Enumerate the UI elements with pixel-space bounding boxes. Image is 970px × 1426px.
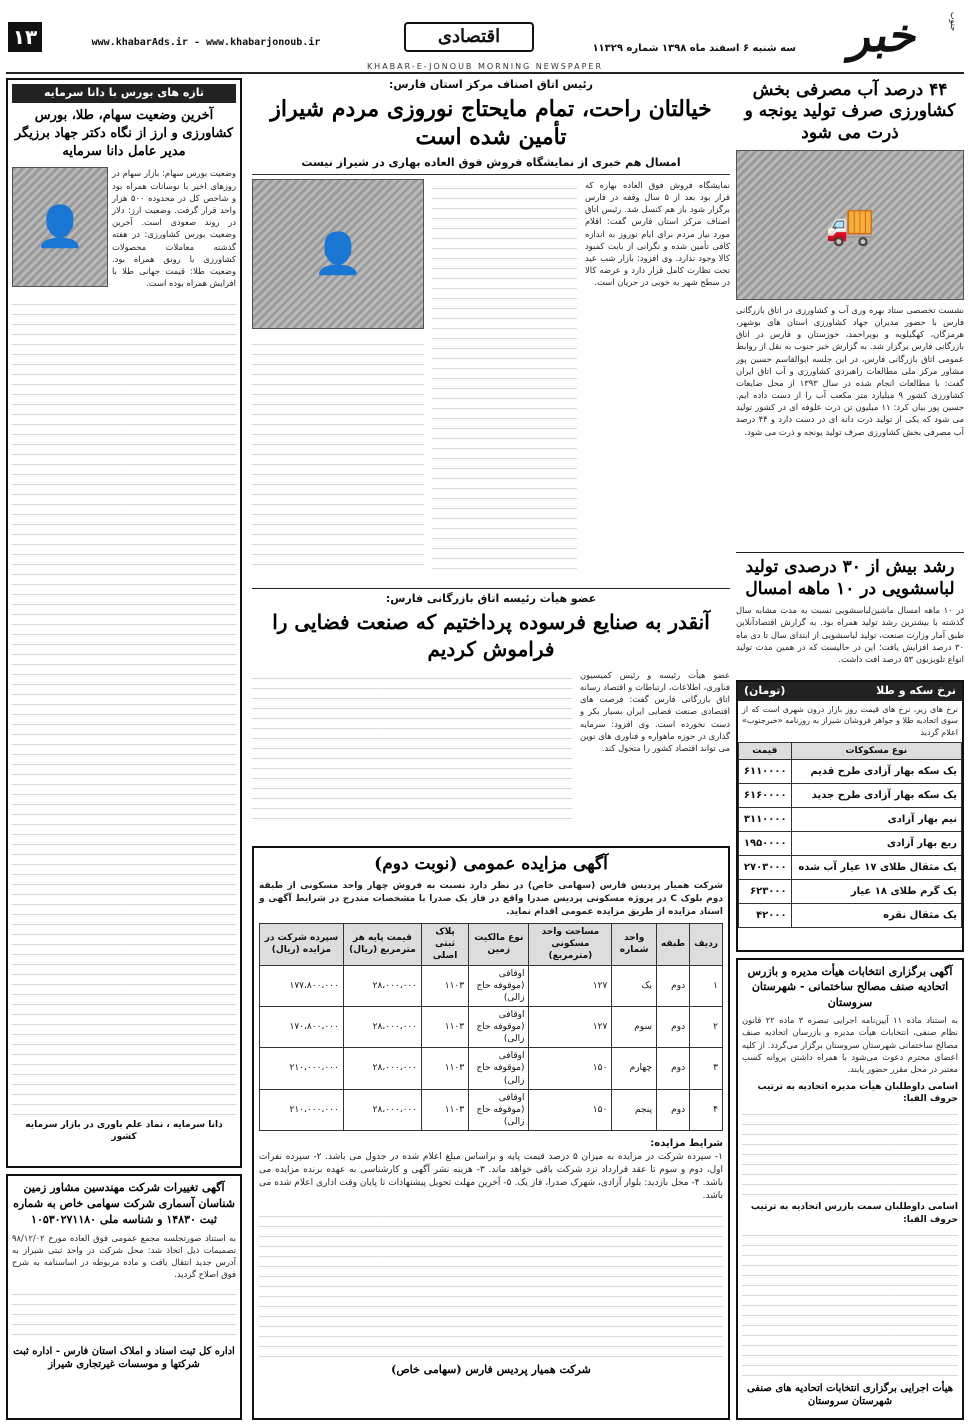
article-space-headline: آنقدر به صنایع فرسوده پرداختیم که صنعت فضایی را فراموش کردیم xyxy=(272,609,710,661)
election-details-lines xyxy=(742,1226,958,1376)
article-khayyat xyxy=(252,78,730,584)
section-title: اقتصادی xyxy=(404,22,534,52)
issue-date: سه شنبه ۶ اسفند ماه ۱۳۹۸ شماره ۱۱۳۲۹ xyxy=(592,43,796,54)
table-row: یک گرم طلای ۱۸ عیار ۶۲۳۰۰۰ xyxy=(739,879,962,903)
auction-table: ردیف طبقه واحد شماره مساحت واحد مسکونی (مترمربع) نوع مالکیت زمین پلاک ثبتی اصلی قیمت پایه هر مترمربع (ریال) سپرده شرکت در مزایده (ریال) ۱ دوم یک ۱۲۷ اوقافی (موقوفه حاج زالی) ۱۱۰۳ ۲۸،۰۰۰،۰۰۰ ۱۷۷،۸۰۰،۰۰۰ ۲ دوم سوم ۱۲۷ اوقافی (موقوفه حاج زالی) ۱۱۰۳ ۲۸،۰۰۰،۰۰۰ ۱۷۰،۸۰۰،۰۰۰ ۳ دوم چهارم ۱۵۰ اوقافی (موقوفه حاج زالی) ۱۱۰۳ ۲۸،۰۰۰،۰۰۰ ۲۱۰،۰۰۰،۰۰۰ ۴ دوم پنجم ۱۵۰ اوقافی (موقوفه حاج زالی) ۱۱۰۳ ۲۸،۰۰۰،۰۰۰ ۲۱۰،۰۰۰،۰۰۰ xyxy=(259,923,723,1131)
article-water-body: نشست تخصصی ستاد بهره وری آب و کشاورزی در اتاق بازرگانی فارس با حضور مدیران جهاد کشاورزی استان های بوشهر، هرمزگان، کهگیلویه و بویراحمد، خوزستان و فارس در اتاق بازرگانی فارس برگزار شد. به گزارش خبر جنوب به نقل از روابط عمومی اتاق بازرگانی فارس، در این جلسه ابوالقاسم حسین پور مشاور مرکز ملی مطالعات راهبردی کشاورزی و آب اتاق ایران گفت: با مطالعات انجام شده در سال ۱۳۹۳ از محل ضایعات کشاورزی کشور ۹ میلیارد متر مکعب آب را از دست داده ایم. حسین پور بیان کرد: ۱۱ میلیون تن ذرت علوفه ای در کشور تولید می شود که یکی از تولید ذرت دانه ای در دست دارد و ۴۴ درصد آب مصرفی بخش کشاورزی صرف تولید یونجه و ذرت می شود. xyxy=(736,304,964,437)
bourse-text-lines xyxy=(12,295,236,1115)
auction-signature: شرکت همیار پردیس فارس (سهامی خاص) xyxy=(391,1362,591,1376)
election-notice xyxy=(736,958,964,1420)
table-row: ۱ دوم یک ۱۲۷ اوقافی (موقوفه حاج زالی) ۱۱۰۳ ۲۸،۰۰۰،۰۰۰ ۱۷۷،۸۰۰،۰۰۰ xyxy=(260,965,723,1006)
photo-guild-head xyxy=(252,179,424,329)
price-box-title: نرخ سکه و طلا xyxy=(876,684,956,697)
bourse-column xyxy=(6,78,242,1168)
price-col-price: قیمت xyxy=(739,742,792,759)
article-khayyat-headline: خیالتان راحت، تمام مایحتاج نوروزی مردم شیراز تأمین شده است xyxy=(270,95,712,151)
photo-ceo xyxy=(12,167,108,287)
bourse-body: وضعیت بورس سهام: بازار سهام در روزهای اخیر با نوسانات همراه بود و شاخص کل در محدوده ۵۰۰ هزار واحد قرار گرفت. وضعیت ارز: دلار در روند صعودی است. آخرین وضعیت بورس کشاورزی: در هفته گذشته معاملات محصولات کشاورزی با رونق همراه بود. وضعیت طلا: قیمت جهانی طلا با افزایش همراه بوده است. xyxy=(112,168,236,289)
table-row: یک مثقال نقره ۴۲۰۰۰ xyxy=(739,903,962,927)
gold-price-box xyxy=(736,680,964,952)
article-space-text-lines xyxy=(252,669,572,819)
article-khayyat-text-lines xyxy=(432,179,577,569)
auction-intro: شرکت همیار پردیس فارس (سهامی خاص) در نظر دارد نسبت به فروش چهار واحد مسکونی از طبقه دوم بلوک C در پروژه مسکونی پردیس صدرا واقع در فاز یک صدرا با مشخصات مندرج در شرایط آگهی و اسناد مزایده از طریق مزایده عمومی اقدام نماید. xyxy=(259,880,723,918)
table-row: ۳ دوم چهارم ۱۵۰ اوقافی (موقوفه حاج زالی) ۱۱۰۳ ۲۸،۰۰۰،۰۰۰ ۲۱۰،۰۰۰،۰۰۰ xyxy=(260,1048,723,1089)
price-table xyxy=(738,742,962,928)
election-candidates-inspector: اسامی داوطلبان سمت بازرس اتحادیه به ترتیب حروف الفبا: xyxy=(750,1202,958,1225)
person-icon: 👤 xyxy=(35,204,85,251)
auction-terms: ۱- سپرده شرکت در مزایده به میزان ۵ درصد قیمت پایه و براساس مبلغ اعلام شده در جدول می باشد. ۲- سپرده نفرات اول، دوم و سوم تا عقد قرارداد نزد شرکت باقی خواهد ماند. ۳- هزینه نشر آگهی و کارشناسی به عهده برنده مزایده می باشد. ۴- محل بازدید: بلوار آزادی، شهرک صدرا، فاز یک. ۵- آخرین مهلت تحویل پیشنهادات تا پایان وقت اداری اعلام شده می باشد. xyxy=(259,1151,723,1201)
article-space-body: عضو هیأت رئیسه و رئیس کمیسیون فناوری، اطلاعات، ارتباطات و اقتصاد رسانه اتاق بازرگانی فارس گفت: فرصت های اقتصادی صنعت فضایی ایران بسیار بکر و دست نخورده است. وی افزود: سرمایه گذاری در حوزه ماهواره و فناوری های نوین می تواند اقتصاد کشور را متحول کند. xyxy=(580,669,730,753)
auction-terms-title: شرایط مزایده: xyxy=(650,1138,723,1150)
table-row: ربع بهار آزادی ۱۹۵۰۰۰۰ xyxy=(739,831,962,855)
election-candidates-board: اسامی داوطلبان هیأت مدیره اتحادیه به ترتیب حروف الفبا: xyxy=(757,1082,958,1105)
masthead-rule xyxy=(6,72,964,74)
price-box-unit: (تومان) xyxy=(744,684,786,697)
article-khayyat-body: نمایشگاه فروش فوق العاده بهاره که قرار بود بعد از ۵ سال وقفه در فارس برگزار شود باز هم کنسل شد. رئیس اتاق اصناف مرکز استان فارس گفت: اقلام مورد نیاز مردم برای ایام نوروز به اندازه کافی تأمین شده و نگرانی از بابت کمبود کالا وجود ندارد. وی افزود: بازار شب عید تحت نظارت کامل قرار دارد و عرضه کالا در سطح شهر به خوبی در جریان است. xyxy=(585,179,730,288)
article-space xyxy=(252,592,730,840)
registry-body: به استناد صورتجلسه مجمع عمومی فوق العاده مورخ ۹۸/۱۲/۰۲ تصمیمات ذیل اتخاذ شد: محل شرکت در واحد ثبتی شیراز به آدرس جدید انتقال یافت و ماده مربوطه در اساسنامه به شرح فوق اصلاح گردید. xyxy=(12,1232,236,1280)
truck-icon: 🚚 xyxy=(825,201,875,248)
photo-hay-truck xyxy=(736,150,964,300)
election-body: به استناد ماده ۱۱ آیین‌نامه اجرایی تبصره ۳ ماده ۲۲ قانون نظام صنفی، انتخابات هیأت مدیره و بازرسان اتحادیه صنف مصالح ساختمانی شهرستان سروستان برگزار می‌گردد. از کلیه اعضای محترم دعوت می‌شود با همراه داشتن پروانه کسب معتبر در محل مقرر حضور یابند. xyxy=(742,1015,958,1074)
bourse-headline: آخرین وضعیت سهام، طلا، بورس کشاورزی و ارز از نگاه دکتر جهاد برزیگر مدیر عامل دانا سرمایه xyxy=(14,107,234,160)
masthead xyxy=(6,6,964,66)
article-khayyat-text-lines-2 xyxy=(252,335,424,565)
auction-terms-lines xyxy=(259,1207,723,1357)
table-row: ۲ دوم سوم ۱۲۷ اوقافی (موقوفه حاج زالی) ۱۱۰۳ ۲۸،۰۰۰،۰۰۰ ۱۷۰،۸۰۰،۰۰۰ xyxy=(260,1006,723,1047)
article-washer xyxy=(736,556,964,676)
registry-notice xyxy=(6,1174,242,1420)
page-number: ۱۳ xyxy=(8,22,42,52)
auction-notice xyxy=(252,846,730,1420)
bourse-footer: دانا سرمایه ، نماد علم باوری در بازار سرمایه کشور xyxy=(25,1120,223,1143)
election-headline: آگهی برگزاری انتخابات هیأت مدیره و بازرس اتحادیه صنف مصالح ساختمانی - شهرستان سروستان xyxy=(747,965,953,1009)
bourse-tag: تازه های بورس با دانا سرمایه xyxy=(12,84,236,103)
website-links[interactable]: www.khabarAds.ir - www.khabarjonoub.ir xyxy=(91,37,321,48)
article-khayyat-lead: امسال هم خبری از نمایشگاه فروش فوق العاده بهاری در شیراز نیست xyxy=(252,156,730,175)
article-space-kicker: عضو هیأت رئیسه اتاق بازرگانی فارس: xyxy=(385,592,597,605)
article-water xyxy=(736,78,964,548)
table-row: ۴ دوم پنجم ۱۵۰ اوقافی (موقوفه حاج زالی) ۱۱۰۳ ۲۸،۰۰۰،۰۰۰ ۲۱۰،۰۰۰،۰۰۰ xyxy=(260,1089,723,1130)
price-box-header xyxy=(738,682,962,701)
table-row: نیم بهار آزادی ۳۱۱۰۰۰۰ xyxy=(739,807,962,831)
article-washer-body: در ۱۰ ماهه امسال ماشین‌لباسشویی نسبت به مدت مشابه سال گذشته با بیشترین رشد تولید همراه بود. به گزارش اقتصادآنلاین طبق آمار وزارت صنعت، تولید لباسشویی از ابتدای سال تا دی ماه ۳۰ درصد افزایش یافت؛ این در حالیست که در همین مدت تولید انواع تلویزیون ۵۳ درصد افت داشت. xyxy=(736,605,964,664)
registry-signature: اداره کل ثبت اسناد و املاک استان فارس - اداره ثبت شرکتها و موسسات غیرتجاری شیراز xyxy=(13,1345,235,1371)
price-box-note: نرخ های زیر، نرخ های قیمت روز بازار درون شهری است که از سوی اتحادیه طلا و جواهر فروشان شیراز به روزنامه «خبرجنوب» اعلام گردید xyxy=(742,704,958,738)
table-row: یک سکه بهار آزادی طرح جدید ۶۱۶۰۰۰۰ xyxy=(739,783,962,807)
registry-text-lines xyxy=(12,1285,236,1341)
newspaper-logo: خبر جنوب xyxy=(846,7,958,62)
price-col-type: نوع مسکوکات xyxy=(791,742,961,759)
article-washer-headline: رشد بیش از ۳۰ درصدی تولید لباسشویی در ۱۰ ماهه امسال xyxy=(745,557,955,600)
auction-headline: آگهی مزایده عمومی (نوبت دوم) xyxy=(374,854,608,874)
election-signature: هیأت اجرایی برگزاری انتخابات اتحادیه های صنفی شهرستان سروستان xyxy=(746,1382,954,1408)
article-khayyat-kicker: رئیس اتاق اصناف مرکز استان فارس: xyxy=(388,78,594,91)
table-row: یک مثقال طلای ۱۷ عیار آب شده ۲۷۰۳۰۰۰ xyxy=(739,855,962,879)
person-icon: 👤 xyxy=(313,230,363,277)
article-water-headline: ۴۴ درصد آب مصرفی بخش کشاورزی صرف تولید یونجه و ذرت می شود xyxy=(744,80,956,143)
english-subtitle: KHABAR-E-JONOUB MORNING NEWSPAPER xyxy=(366,62,604,71)
registry-headline: آگهی تغییرات شرکت مهندسین مشاور زمین شناسان آسماری شرکت سهامی خاص به شماره ثبت ۱۴۸۳۰ و شناسه ملی ۱۰۵۳۰۲۷۱۱۸۰ xyxy=(13,1181,235,1226)
candidate-list-lines xyxy=(742,1105,958,1195)
table-row: یک سکه بهار آزادی طرح قدیم ۶۱۱۰۰۰۰ xyxy=(739,759,962,783)
